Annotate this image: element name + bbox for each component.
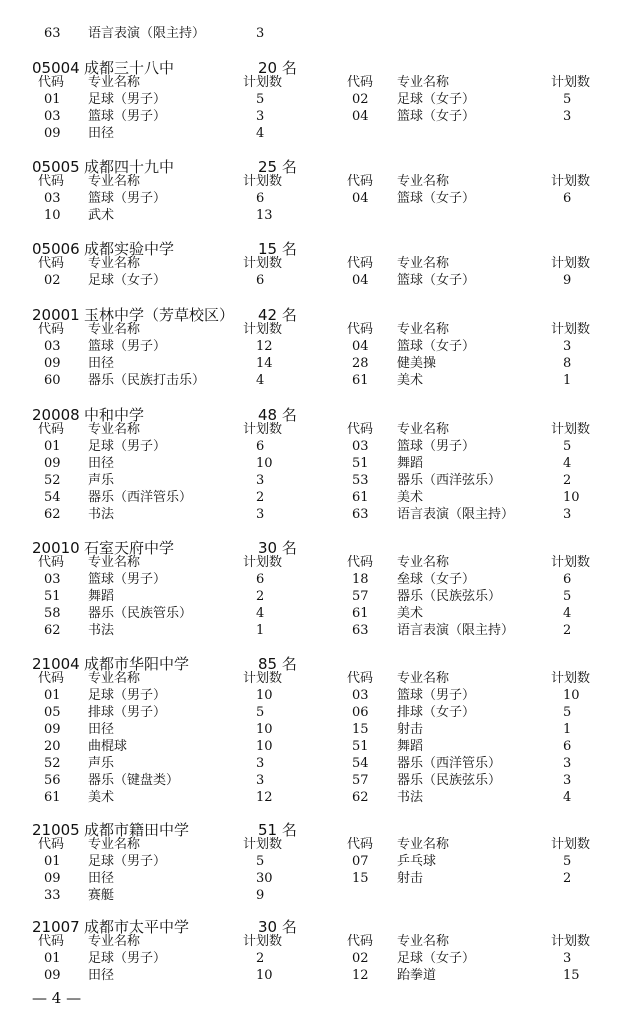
plan-count: 10 [256, 456, 273, 471]
column-header-code: 代码 [38, 75, 65, 90]
plan-count: 3 [563, 773, 572, 788]
plan-count: 15 [563, 968, 580, 983]
major-code: 62 [352, 790, 369, 805]
major-code: 03 [44, 339, 61, 354]
column-header-name: 专业名称 [88, 174, 141, 189]
table-row [0, 950, 640, 967]
column-header-code: 代码 [38, 174, 65, 189]
column-header-name: 专业名称 [88, 934, 141, 949]
major-name: 美术 [397, 490, 424, 505]
major-code: 06 [352, 705, 369, 720]
column-header-code: 代码 [347, 934, 374, 949]
major-code: 51 [44, 589, 61, 604]
table-row [0, 853, 640, 870]
column-header-plan: 计划数 [551, 934, 591, 949]
plan-count: 10 [256, 688, 273, 703]
major-code: 04 [352, 191, 369, 206]
table-row [0, 755, 640, 772]
major-code: 20 [44, 739, 61, 754]
major-name: 器乐（民族弦乐） [397, 773, 502, 788]
major-code: 03 [352, 439, 369, 454]
school-quota: 85 名 [258, 655, 297, 673]
plan-count: 3 [256, 773, 265, 788]
column-header-code: 代码 [38, 934, 65, 949]
major-name: 篮球（男子） [397, 439, 476, 454]
column-header-code: 代码 [38, 671, 65, 686]
school-code: 20010 [32, 539, 80, 557]
table-row [0, 91, 640, 108]
school-code: 20001 [32, 306, 80, 324]
school-quota: 25 名 [258, 158, 297, 176]
plan-count: 5 [563, 439, 572, 454]
column-header-plan: 计划数 [243, 555, 283, 570]
plan-count: 10 [256, 968, 273, 983]
column-header-name: 专业名称 [397, 174, 450, 189]
major-name: 篮球（女子） [397, 339, 476, 354]
column-header-row [0, 74, 640, 91]
column-header-name: 专业名称 [397, 934, 450, 949]
major-name: 篮球（男子） [88, 572, 167, 587]
major-code: 04 [352, 273, 369, 288]
major-name: 语言表演（限主持） [397, 623, 515, 638]
table-row [0, 687, 640, 704]
major-code: 09 [44, 356, 61, 371]
column-header-code: 代码 [38, 555, 65, 570]
column-header-plan: 计划数 [243, 256, 283, 271]
major-code: 54 [352, 756, 369, 771]
major-name: 书法 [88, 623, 115, 638]
major-code: 03 [352, 688, 369, 703]
major-name: 舞蹈 [397, 739, 424, 754]
major-name: 足球（女子） [88, 273, 167, 288]
column-header-plan: 计划数 [243, 322, 283, 337]
column-header-name: 专业名称 [397, 256, 450, 271]
plan-count: 2 [563, 623, 572, 638]
column-header-name: 专业名称 [88, 75, 141, 90]
school-quota: 42 名 [258, 306, 297, 324]
plan-count: 3 [563, 951, 572, 966]
major-code: 61 [44, 790, 61, 805]
major-code: 15 [352, 871, 369, 886]
plan-count: 3 [256, 473, 265, 488]
school-quota: 15 名 [258, 240, 297, 258]
plan-count: 4 [563, 456, 572, 471]
major-code: 57 [352, 589, 369, 604]
major-code: 58 [44, 606, 61, 621]
major-name: 语言表演（限主持） [88, 26, 206, 41]
table-row [0, 704, 640, 721]
school-name: 成都市华阳中学 [84, 655, 190, 673]
plan-count: 6 [563, 739, 572, 754]
table-row [0, 588, 640, 605]
school-code: 05004 [32, 59, 80, 77]
column-header-name: 专业名称 [397, 322, 450, 337]
plan-count: 6 [256, 273, 265, 288]
table-row [0, 207, 640, 224]
major-code: 12 [352, 968, 369, 983]
column-header-code: 代码 [347, 174, 374, 189]
column-header-code: 代码 [38, 837, 65, 852]
major-name: 舞蹈 [397, 456, 424, 471]
column-header-code: 代码 [347, 256, 374, 271]
column-header-row [0, 836, 640, 853]
column-header-plan: 计划数 [551, 322, 591, 337]
table-row [0, 789, 640, 806]
column-header-plan: 计划数 [243, 75, 283, 90]
major-code: 02 [352, 951, 369, 966]
major-name: 语言表演（限主持） [397, 507, 515, 522]
major-code: 56 [44, 773, 61, 788]
column-header-name: 专业名称 [88, 256, 141, 271]
plan-count: 2 [256, 589, 265, 604]
major-name: 足球（女子） [397, 951, 476, 966]
column-header-code: 代码 [347, 555, 374, 570]
plan-count: 4 [563, 606, 572, 621]
table-row [0, 438, 640, 455]
plan-count: 3 [563, 756, 572, 771]
table-row [0, 355, 640, 372]
column-header-name: 专业名称 [88, 322, 141, 337]
column-header-plan: 计划数 [243, 837, 283, 852]
plan-count: 10 [563, 688, 580, 703]
major-name: 舞蹈 [88, 589, 115, 604]
major-name: 美术 [397, 373, 424, 388]
major-name: 乒乓球 [397, 854, 437, 869]
major-code: 03 [44, 572, 61, 587]
plan-count: 6 [563, 572, 572, 587]
major-name: 足球（男子） [88, 439, 167, 454]
plan-count: 8 [563, 356, 572, 371]
major-name: 篮球（女子） [397, 109, 476, 124]
major-name: 赛艇 [88, 888, 115, 903]
major-name: 器乐（西洋弦乐） [397, 473, 502, 488]
major-name: 篮球（女子） [397, 191, 476, 206]
column-header-name: 专业名称 [88, 671, 141, 686]
column-header-plan: 计划数 [551, 555, 591, 570]
major-name: 曲棍球 [88, 739, 128, 754]
major-name: 声乐 [88, 756, 115, 771]
major-code: 05 [44, 705, 61, 720]
major-code: 01 [44, 688, 61, 703]
table-row [0, 622, 640, 639]
column-header-plan: 计划数 [551, 256, 591, 271]
plan-count: 9 [256, 888, 265, 903]
plan-count: 1 [256, 623, 265, 638]
plan-count: 4 [256, 373, 265, 388]
plan-count: 10 [563, 490, 580, 505]
major-name: 足球（男子） [88, 92, 167, 107]
major-code: 09 [44, 968, 61, 983]
major-code: 52 [44, 756, 61, 771]
column-header-name: 专业名称 [88, 422, 141, 437]
plan-count: 2 [256, 490, 265, 505]
plan-count: 6 [563, 191, 572, 206]
column-header-code: 代码 [347, 671, 374, 686]
column-header-code: 代码 [347, 422, 374, 437]
column-header-code: 代码 [347, 322, 374, 337]
major-name: 田径 [88, 456, 115, 471]
plan-count: 3 [256, 26, 265, 41]
major-code: 10 [44, 208, 61, 223]
plan-count: 5 [256, 705, 265, 720]
column-header-plan: 计划数 [551, 671, 591, 686]
major-name: 篮球（男子） [397, 688, 476, 703]
column-header-name: 专业名称 [397, 837, 450, 852]
major-code: 09 [44, 126, 61, 141]
column-header-plan: 计划数 [243, 422, 283, 437]
table-row [0, 605, 640, 622]
major-name: 射击 [397, 871, 424, 886]
column-header-plan: 计划数 [551, 422, 591, 437]
column-header-plan: 计划数 [243, 174, 283, 189]
major-name: 排球（女子） [397, 705, 476, 720]
major-code: 09 [44, 456, 61, 471]
table-row [0, 870, 640, 887]
major-code: 01 [44, 951, 61, 966]
major-name: 武术 [88, 208, 115, 223]
plan-count: 10 [256, 722, 273, 737]
plan-count: 6 [256, 439, 265, 454]
table-row [0, 967, 640, 984]
school-code: 05005 [32, 158, 80, 176]
table-row [0, 338, 640, 355]
school-quota: 48 名 [258, 406, 297, 424]
major-name: 田径 [88, 968, 115, 983]
major-name: 器乐（键盘类） [88, 773, 180, 788]
major-name: 田径 [88, 356, 115, 371]
major-code: 03 [44, 191, 61, 206]
major-name: 篮球（男子） [88, 109, 167, 124]
column-header-code: 代码 [347, 75, 374, 90]
table-row [0, 272, 640, 289]
table-row [0, 125, 640, 142]
column-header-row [0, 421, 640, 438]
plan-count: 6 [256, 572, 265, 587]
plan-count: 30 [256, 871, 273, 886]
plan-count: 5 [563, 92, 572, 107]
major-code: 09 [44, 871, 61, 886]
major-name: 器乐（民族弦乐） [397, 589, 502, 604]
major-name: 健美操 [397, 356, 437, 371]
school-quota: 30 名 [258, 539, 297, 557]
major-name: 美术 [88, 790, 115, 805]
major-name: 声乐 [88, 473, 115, 488]
major-code: 60 [44, 373, 61, 388]
major-name: 足球（男子） [88, 854, 167, 869]
major-name: 器乐（西洋管乐） [88, 490, 193, 505]
school-name: 成都市籍田中学 [84, 821, 190, 839]
plan-count: 1 [563, 722, 572, 737]
plan-count: 3 [563, 109, 572, 124]
major-name: 美术 [397, 606, 424, 621]
table-row [0, 721, 640, 738]
plan-count: 3 [563, 507, 572, 522]
major-name: 书法 [397, 790, 424, 805]
major-name: 田径 [88, 871, 115, 886]
major-name: 篮球（女子） [397, 273, 476, 288]
column-header-name: 专业名称 [397, 422, 450, 437]
table-row [0, 887, 640, 904]
school-name: 玉林中学（芳草校区） [84, 306, 235, 324]
major-code: 03 [44, 109, 61, 124]
column-header-plan: 计划数 [551, 174, 591, 189]
major-code: 01 [44, 439, 61, 454]
major-code: 51 [352, 739, 369, 754]
major-code: 02 [352, 92, 369, 107]
major-code: 52 [44, 473, 61, 488]
major-name: 篮球（男子） [88, 191, 167, 206]
major-code: 33 [44, 888, 61, 903]
table-row [0, 472, 640, 489]
major-code: 07 [352, 854, 369, 869]
major-code: 15 [352, 722, 369, 737]
column-header-plan: 计划数 [551, 837, 591, 852]
column-header-row [0, 933, 640, 950]
major-code: 18 [352, 572, 369, 587]
major-code: 09 [44, 722, 61, 737]
major-name: 足球（女子） [397, 92, 476, 107]
column-header-plan: 计划数 [551, 75, 591, 90]
plan-count: 3 [256, 109, 265, 124]
school-code: 21005 [32, 821, 80, 839]
column-header-row [0, 173, 640, 190]
major-code: 62 [44, 507, 61, 522]
table-row [0, 506, 640, 523]
school-name: 成都市太平中学 [84, 918, 190, 936]
column-header-name: 专业名称 [88, 555, 141, 570]
column-header-row [0, 255, 640, 272]
major-code: 53 [352, 473, 369, 488]
plan-count: 6 [256, 191, 265, 206]
plan-count: 10 [256, 739, 273, 754]
major-name: 器乐（民族管乐） [88, 606, 193, 621]
plan-count: 4 [256, 606, 265, 621]
major-code: 51 [352, 456, 369, 471]
plan-count: 3 [256, 507, 265, 522]
plan-count: 3 [256, 756, 265, 771]
major-name: 田径 [88, 722, 115, 737]
column-header-name: 专业名称 [88, 837, 141, 852]
table-row [0, 772, 640, 789]
major-code: 57 [352, 773, 369, 788]
major-code: 61 [352, 606, 369, 621]
table-row [0, 372, 640, 389]
table-row [0, 190, 640, 207]
column-header-code: 代码 [38, 322, 65, 337]
column-header-plan: 计划数 [243, 671, 283, 686]
major-code: 04 [352, 109, 369, 124]
school-name: 中和中学 [84, 406, 145, 424]
plan-count: 5 [256, 92, 265, 107]
column-header-name: 专业名称 [397, 75, 450, 90]
major-name: 器乐（民族打击乐） [88, 373, 206, 388]
school-name: 成都四十九中 [84, 158, 175, 176]
table-row [0, 571, 640, 588]
major-code: 61 [352, 490, 369, 505]
major-code: 63 [352, 623, 369, 638]
plan-count: 12 [256, 790, 273, 805]
column-header-plan: 计划数 [243, 934, 283, 949]
table-row [0, 738, 640, 755]
table-row [0, 25, 640, 42]
plan-count: 14 [256, 356, 273, 371]
column-header-code: 代码 [38, 256, 65, 271]
plan-count: 2 [563, 871, 572, 886]
school-code: 05006 [32, 240, 80, 258]
plan-count: 4 [563, 790, 572, 805]
school-code: 21004 [32, 655, 80, 673]
plan-count: 5 [563, 854, 572, 869]
major-code: 63 [352, 507, 369, 522]
major-name: 书法 [88, 507, 115, 522]
column-header-row [0, 554, 640, 571]
plan-count: 2 [563, 473, 572, 488]
plan-count: 2 [256, 951, 265, 966]
plan-count: 1 [563, 373, 572, 388]
major-name: 跆拳道 [397, 968, 437, 983]
column-header-code: 代码 [347, 837, 374, 852]
plan-count: 5 [256, 854, 265, 869]
school-code: 20008 [32, 406, 80, 424]
major-code: 01 [44, 92, 61, 107]
column-header-name: 专业名称 [397, 671, 450, 686]
major-code: 02 [44, 273, 61, 288]
major-code: 54 [44, 490, 61, 505]
school-code: 21007 [32, 918, 80, 936]
plan-count: 4 [256, 126, 265, 141]
table-row [0, 455, 640, 472]
school-name: 成都实验中学 [84, 240, 175, 258]
major-code: 01 [44, 854, 61, 869]
column-header-row [0, 670, 640, 687]
major-name: 足球（男子） [88, 688, 167, 703]
major-name: 垒球（女子） [397, 572, 476, 587]
plan-count: 3 [563, 339, 572, 354]
plan-count: 5 [563, 589, 572, 604]
school-quota: 20 名 [258, 59, 297, 77]
major-name: 射击 [397, 722, 424, 737]
major-name: 田径 [88, 126, 115, 141]
school-name: 石室天府中学 [84, 539, 175, 557]
plan-count: 9 [563, 273, 572, 288]
major-code: 62 [44, 623, 61, 638]
major-code: 28 [352, 356, 369, 371]
major-name: 排球（男子） [88, 705, 167, 720]
table-row [0, 489, 640, 506]
major-name: 篮球（男子） [88, 339, 167, 354]
school-quota: 30 名 [258, 918, 297, 936]
plan-count: 12 [256, 339, 273, 354]
column-header-name: 专业名称 [397, 555, 450, 570]
major-code: 04 [352, 339, 369, 354]
major-code: 61 [352, 373, 369, 388]
page-number: — 4 — [32, 989, 82, 1007]
column-header-row [0, 321, 640, 338]
school-name: 成都三十八中 [84, 59, 175, 77]
table-row [0, 108, 640, 125]
plan-count: 5 [563, 705, 572, 720]
major-name: 足球（男子） [88, 951, 167, 966]
major-name: 器乐（西洋管乐） [397, 756, 502, 771]
school-quota: 51 名 [258, 821, 297, 839]
major-code: 63 [44, 26, 61, 41]
plan-count: 13 [256, 208, 273, 223]
column-header-code: 代码 [38, 422, 65, 437]
